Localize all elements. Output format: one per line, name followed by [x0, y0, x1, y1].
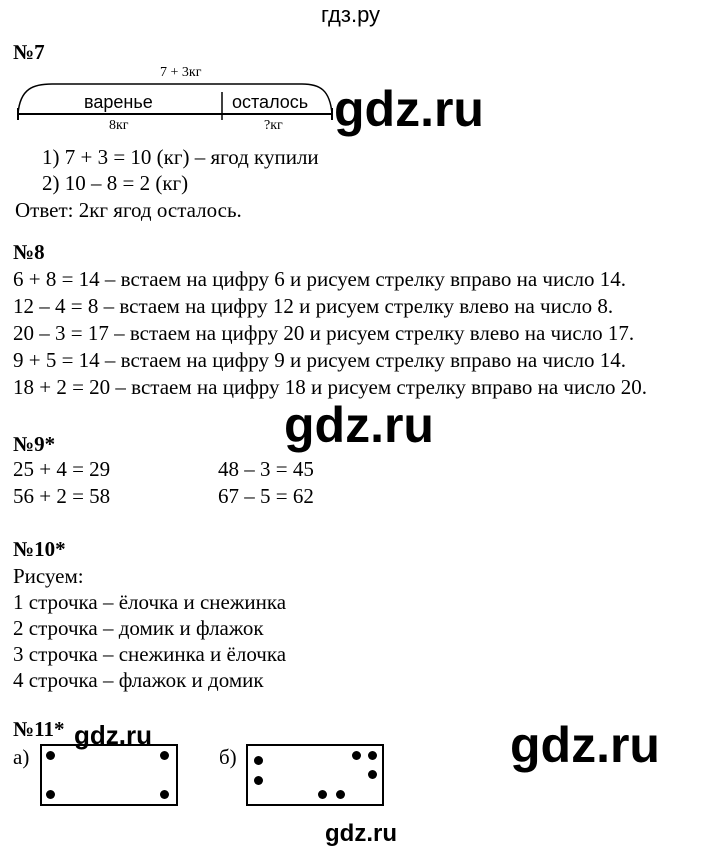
dot-a: [46, 751, 55, 760]
watermark-5: gdz.ru: [325, 820, 397, 847]
dot-b: [368, 751, 377, 760]
watermark-3: gdz.ru: [74, 720, 152, 750]
watermark-2: gdz.ru: [284, 397, 434, 453]
diagram-top-label: 7 + 3кг: [160, 65, 202, 80]
diagram-segment-left: варенье: [84, 92, 153, 112]
dot-a: [160, 790, 169, 799]
task-11-rect-b: [246, 744, 384, 806]
task-11-number: №11*: [13, 717, 65, 741]
site-header: гдз.ру: [321, 2, 381, 27]
dot-b: [318, 790, 327, 799]
task-9-right-1: 48 – 3 = 45: [218, 457, 314, 481]
diagram-segment-right: осталось: [232, 92, 309, 112]
task-10-line: 2 строчка – домик и флажок: [13, 616, 264, 640]
task-10-number: №10*: [13, 537, 66, 561]
task-7-step-1: 1) 7 + 3 = 10 (кг) – ягод купили: [42, 145, 319, 169]
task-8-line: 20 – 3 = 17 – встаем на цифру 20 и рисуем стрелку влево на число 17.: [13, 321, 635, 345]
task-9-left-1: 25 + 4 = 29: [13, 457, 111, 481]
dot-a: [160, 751, 169, 760]
task-10-line: Рисуем:: [13, 564, 84, 588]
task-11-label-b: б): [219, 745, 237, 769]
dot-b: [254, 756, 263, 765]
dot-a: [46, 790, 55, 799]
dot-b: [336, 790, 345, 799]
task-9-left-2: 56 + 2 = 58: [13, 484, 111, 508]
diagram-bottom-left: 8кг: [109, 118, 129, 133]
task-7-number: №7: [13, 40, 45, 64]
diagram-bottom-right: ?кг: [264, 118, 283, 133]
task-8-line: 6 + 8 = 14 – встаем на цифру 6 и рисуем стрелку вправо на число 14.: [13, 267, 626, 291]
watermark-1: gdz.ru: [334, 81, 484, 137]
watermark-4: gdz.ru: [510, 717, 660, 773]
dot-b: [254, 776, 263, 785]
task-8-number: №8: [13, 240, 45, 264]
task-11-label-a: а): [13, 745, 30, 769]
task-9-number: №9*: [13, 432, 56, 456]
task-10-line: 3 строчка – снежинка и ёлочка: [13, 642, 287, 666]
dot-b: [352, 751, 361, 760]
task-8-line: 9 + 5 = 14 – встаем на цифру 9 и рисуем стрелку вправо на число 14.: [13, 348, 626, 372]
task-9-right-2: 67 – 5 = 62: [218, 484, 314, 508]
task-7-step-2: 2) 10 – 8 = 2 (кг): [42, 171, 189, 195]
task-7-answer: Ответ: 2кг ягод осталось.: [15, 198, 242, 222]
task-10-line: 4 строчка – флажок и домик: [13, 668, 264, 692]
task-10-line: 1 строчка – ёлочка и снежинка: [13, 590, 287, 614]
task-8-line: 12 – 4 = 8 – встаем на цифру 12 и рисуем стрелку влево на число 8.: [13, 294, 614, 318]
task-11-rect-a: [40, 744, 178, 806]
task-8-line: 18 + 2 = 20 – встаем на цифру 18 и рисуем стрелку вправо на число 20.: [13, 375, 647, 399]
dot-b: [368, 770, 377, 779]
